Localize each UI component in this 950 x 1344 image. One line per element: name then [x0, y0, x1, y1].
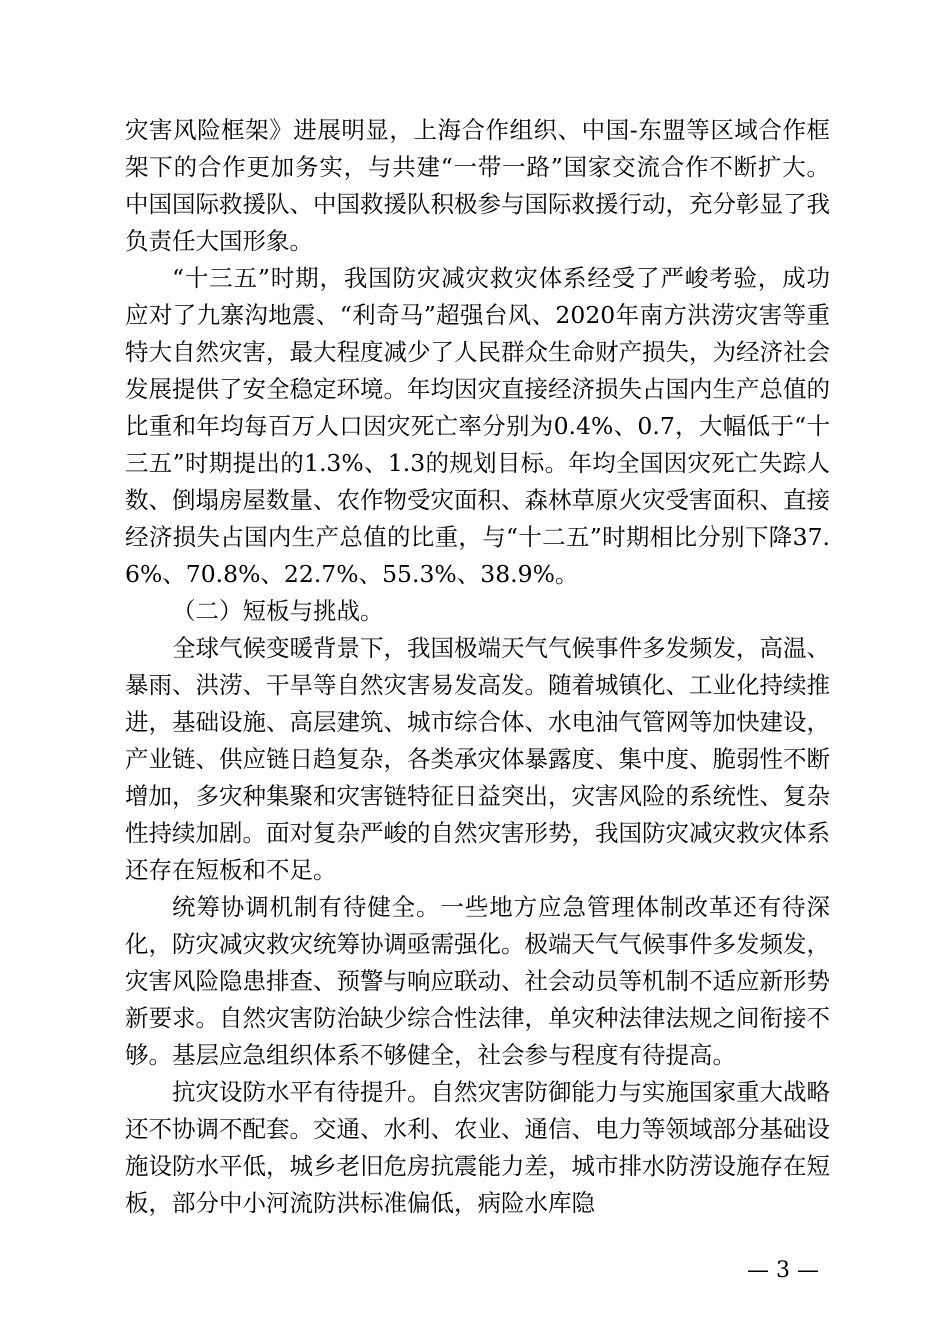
- paragraph-climate-background: 全球气候变暖背景下，我国极端天气气候事件多发频发，高温、暴雨、洪涝、干旱等自然灾害易发高发。随着城镇化、工业化持续推进，基础设施、高层建筑、城市综合体、水电油气管网等加快建设，产业链、供应链日趋复杂，各类承灾体暴露度、集中度、脆弱性不断增加，多灾种集聚和灾害链特征日益突出，灾害风险的系统性、复杂性持续加剧。面对复杂严峻的自然灾害形势，我国防灾减灾救灾体系还存在短板和不足。: [125, 634, 830, 884]
- page-number: — 3 —: [747, 1258, 819, 1283]
- body-text: [125, 112, 830, 1222]
- paragraph-continuation: 灾害风险框架》进展明显，上海合作组织、中国-东盟等区域合作框架下的合作更加务实，与共建“一带一路”国家交流合作不断扩大。中国国际救援队、中国救援队积极参与国际救援行动，充分彰显了我负责任大国形象。: [125, 116, 830, 255]
- paragraph-fortification: 抗灾设防水平有待提升。自然灾害防御能力与实施国家重大战略还不协调不配套。交通、水利、农业、通信、电力等领域部分基础设施设防水平低，城乡老旧危房抗震能力差，城市排水防涝设施存在短板，部分中小河流防洪标准偏低，病险水库隐: [125, 1078, 830, 1217]
- paragraph-coordination: 统筹协调机制有待健全。一些地方应急管理体制改革还有待深化，防灾减灾救灾统筹协调亟需强化。极端天气气候事件多发频发，灾害风险隐患排查、预警与响应联动、社会动员等机制不适应新形势新要求。自然灾害防治缺少综合性法律，单灾种法律法规之间衔接不够。基层应急组织体系不够健全，社会参与程度有待提高。: [125, 893, 830, 1069]
- paragraph-achievements: “十三五”时期，我国防灾减灾救灾体系经受了严峻考验，成功应对了九寨沟地震、“利奇马”超强台风、2020年南方洪涝灾害等重特大自然灾害，最大程度减少了人民群众生命财产损失，为经济社会发展提供了安全稳定环境。年均因灾直接经济损失占国内生产总值的比重和年均每百万人口因灾死亡率分别为0.4%、0.7，大幅低于“十三五”时期提出的1.3%、1.3的规划目标。年均全国因灾死亡失踪人数、倒塌房屋数量、农作物受灾面积、森林草原火灾受害面积、直接经济损失占国内生产总值的比重，与“十二五”时期相比分别下降37.6%、70.8%、22.7%、55.3%、38.9%。: [125, 264, 830, 588]
- section-heading: （二）短板与挑战。: [172, 597, 384, 625]
